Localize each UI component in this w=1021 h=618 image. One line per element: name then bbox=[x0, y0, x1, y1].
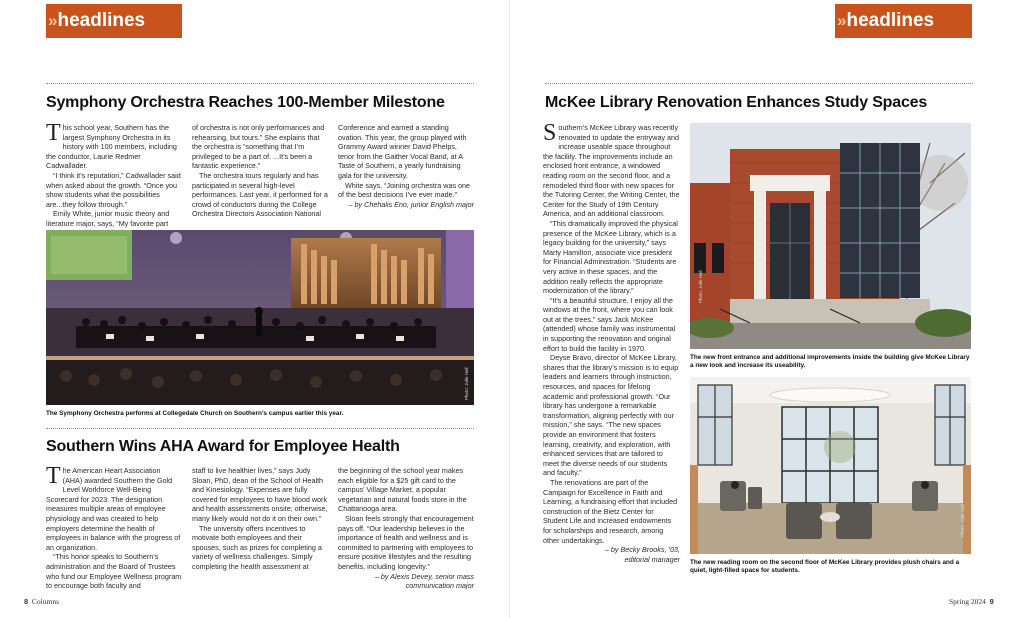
paragraph: the beginning of the school year makes each eligible for a $25 gift card to the campus’ Village Market, a popular vegetarian and natural foods store in the Chattanooga area. bbox=[338, 466, 467, 514]
byline: – by Alexis Devey, senior mass bbox=[374, 571, 474, 581]
library-exterior-image bbox=[690, 123, 971, 349]
library-interior-caption: The new reading room on the second floor of McKee Library provides plush chairs and a quiet, light-filled space for students. bbox=[690, 559, 960, 575]
library-exterior-caption: The new front entrance and additional improvements inside the building give McKee Library a new look and increase its useability. bbox=[690, 354, 970, 370]
photo-credit: Photo: Julie Hall bbox=[464, 367, 469, 400]
library-column bbox=[543, 120, 680, 564]
byline: communication major bbox=[405, 581, 474, 591]
footer-left bbox=[24, 597, 59, 606]
paragraph: “This honor speaks to Southern’s administration and the Board of Trustees who fund our Employee Wellness program to encourage both faculty and bbox=[46, 552, 182, 591]
page-gutter bbox=[509, 0, 510, 618]
paragraph: The renovations are part of the Campaign for Excellence in Faith and Learning, a fundraising effort that included construction of the Bietz Center for Student Life and increased endowments for scholarships and research, among other undertakings. bbox=[543, 477, 678, 545]
top-rule-right bbox=[545, 83, 973, 84]
orchestra-column-2 bbox=[192, 123, 328, 219]
byline: – by Becky Brooks, ’03, bbox=[604, 545, 680, 555]
paragraph: “I think it’s reputation,” Cadwallader said when asked about the growth. “Once you show students what the possibilities are...they follow through.” bbox=[46, 170, 181, 209]
footer-right bbox=[949, 597, 994, 606]
section-tab-label: headlines bbox=[846, 10, 935, 31]
page-number: 9 bbox=[989, 597, 994, 606]
paragraph: Emily White, junior music theory and literature major, says, “My favorite part bbox=[46, 209, 170, 228]
library-interior-photo bbox=[690, 377, 971, 554]
paragraph: “It’s a beautiful structure. I enjoy all the windows at the front, where you can look out at the trees,” says Jack McKee (attended) whose family was instrumental in supporting the renovation and original effort to build the facility in 1970. bbox=[543, 295, 676, 353]
chevron-icon: » bbox=[837, 11, 847, 30]
orchestra-photo-image bbox=[46, 230, 474, 405]
aha-column-1 bbox=[46, 463, 182, 591]
paragraph: “This dramatically improved the physical presence of the McKee Library, which is a legacy building for the university,” says Marty Hamilton, associate vice president for Financial Administration. “Students are very active in these spaces, and the addition really reflects the appropriate modernization of the library.” bbox=[543, 218, 678, 296]
dropcap: S bbox=[543, 120, 557, 146]
paragraph: his school year, Southern has the largest Symphony Orchestra in its history with 100 members, including the conductor, Laurie Redmer Cadwallader. bbox=[46, 123, 177, 171]
library-headline: McKee Library Renovation Enhances Study Spaces bbox=[545, 94, 928, 111]
orchestra-headline: Symphony Orchestra Reaches 100-Member Milestone bbox=[46, 94, 445, 111]
publication-title: Columns bbox=[31, 597, 60, 606]
paragraph: Conference and earned a standing ovation. This year, the group played with Grammy Award winner David Phelps, tenor from the Gaither Vocal Band, at A Taste of Southern, a yearly fundraising gala for the university. bbox=[338, 123, 467, 180]
paragraph: of orchestra is not only performances and rehearsing, but tours.” She explains that the orchestra is “something that I’m privileged to be a part of. ...It’s been a fantastic experience.” bbox=[192, 123, 325, 171]
section-tab-left bbox=[46, 4, 182, 38]
photo-credit: Photo: Julie Hall bbox=[698, 270, 703, 303]
dropcap: T bbox=[46, 120, 61, 146]
paragraph: outhern’s McKee Library was recently renovated to update the entryway and increase useable space throughout the facility. The improvements include an enclosed front entrance, a windowed reading room on the second floor, and a remodeled third floor with new spaces for the Tutoring Center, the Writing Center, the Center for the Study of 19th Century America, and an additional classroom. bbox=[543, 123, 680, 219]
section-tab-right bbox=[835, 4, 972, 38]
dropcap: T bbox=[46, 463, 61, 489]
paragraph: The orchestra tours regularly and has participated in several high-level performances. Last year, it performed for a crowd of conductors during the College Orchestra Directors Association National bbox=[192, 170, 328, 219]
orchestra-photo-caption: The Symphony Orchestra performs at Collegedale Church on Southern’s campus earlier this year. bbox=[46, 410, 344, 417]
page-number: 8 bbox=[24, 597, 29, 606]
byline: – by Chehalis Eno, junior English major bbox=[348, 199, 474, 209]
aha-column-3 bbox=[338, 466, 474, 591]
byline: editorial manager bbox=[624, 554, 680, 564]
orchestra-photo bbox=[46, 230, 474, 405]
paragraph: Deyse Bravo, director of McKee Library, shares that the library’s mission is to equip leaders and learners through instruction, resources, and spaces for lifelong academic and professional growth. “Our library has undergone a remarkable transformation, aligning perfectly with our mission,” she says. “The new spaces provide an environment that fosters learning, creativity, and exploration, with enhanced services that are tailored to meet the diverse needs of our students and faculty.” bbox=[543, 353, 679, 478]
aha-column-2 bbox=[192, 466, 328, 572]
aha-headline: Southern Wins AHA Award for Employee Health bbox=[46, 438, 400, 455]
top-rule-left bbox=[46, 83, 474, 84]
issue-label: Spring 2024 bbox=[949, 597, 986, 606]
library-interior-image bbox=[690, 377, 971, 554]
paragraph: Sloan feels strongly that encouragement pays off. “Our leadership believes in the importance of health and wellness and is committed to partnering with employees to ensure positive lifestyles and the resulting benefits, including longevity.” bbox=[338, 513, 474, 571]
orchestra-column-1 bbox=[46, 120, 182, 229]
paragraph: White says, “Joining orchestra was one of the best decisions I’ve ever made.” bbox=[338, 180, 471, 200]
photo-credit: Photo: Julie Hall bbox=[960, 504, 965, 537]
section-tab-label: headlines bbox=[57, 10, 146, 31]
paragraph: staff to live healthier lives,” says Judy Sloan, PhD, dean of the School of Health and Kinesiology. “Expenses are fully covered for employees to have blood work and health assessments onsite; otherwise, many likely would not do it on their own.” bbox=[192, 466, 328, 523]
orchestra-column-3 bbox=[338, 123, 474, 209]
paragraph: he American Heart Association (AHA) awarded Southern the Gold Level Workforce Well-Being Scorecard for 2023. The designation measures multiple areas of employee physiology and was created to help employers determine the health of employees in balance with the progress of an organization. bbox=[46, 466, 181, 552]
chevron-icon: » bbox=[48, 11, 58, 30]
paragraph: The university offers incentives to motivate both employees and their spouses, such as prizes for completing a variety of wellness challenges. Simply completing the health assessment at bbox=[192, 523, 322, 571]
section-rule-left bbox=[46, 428, 474, 429]
library-exterior-photo bbox=[690, 123, 971, 349]
